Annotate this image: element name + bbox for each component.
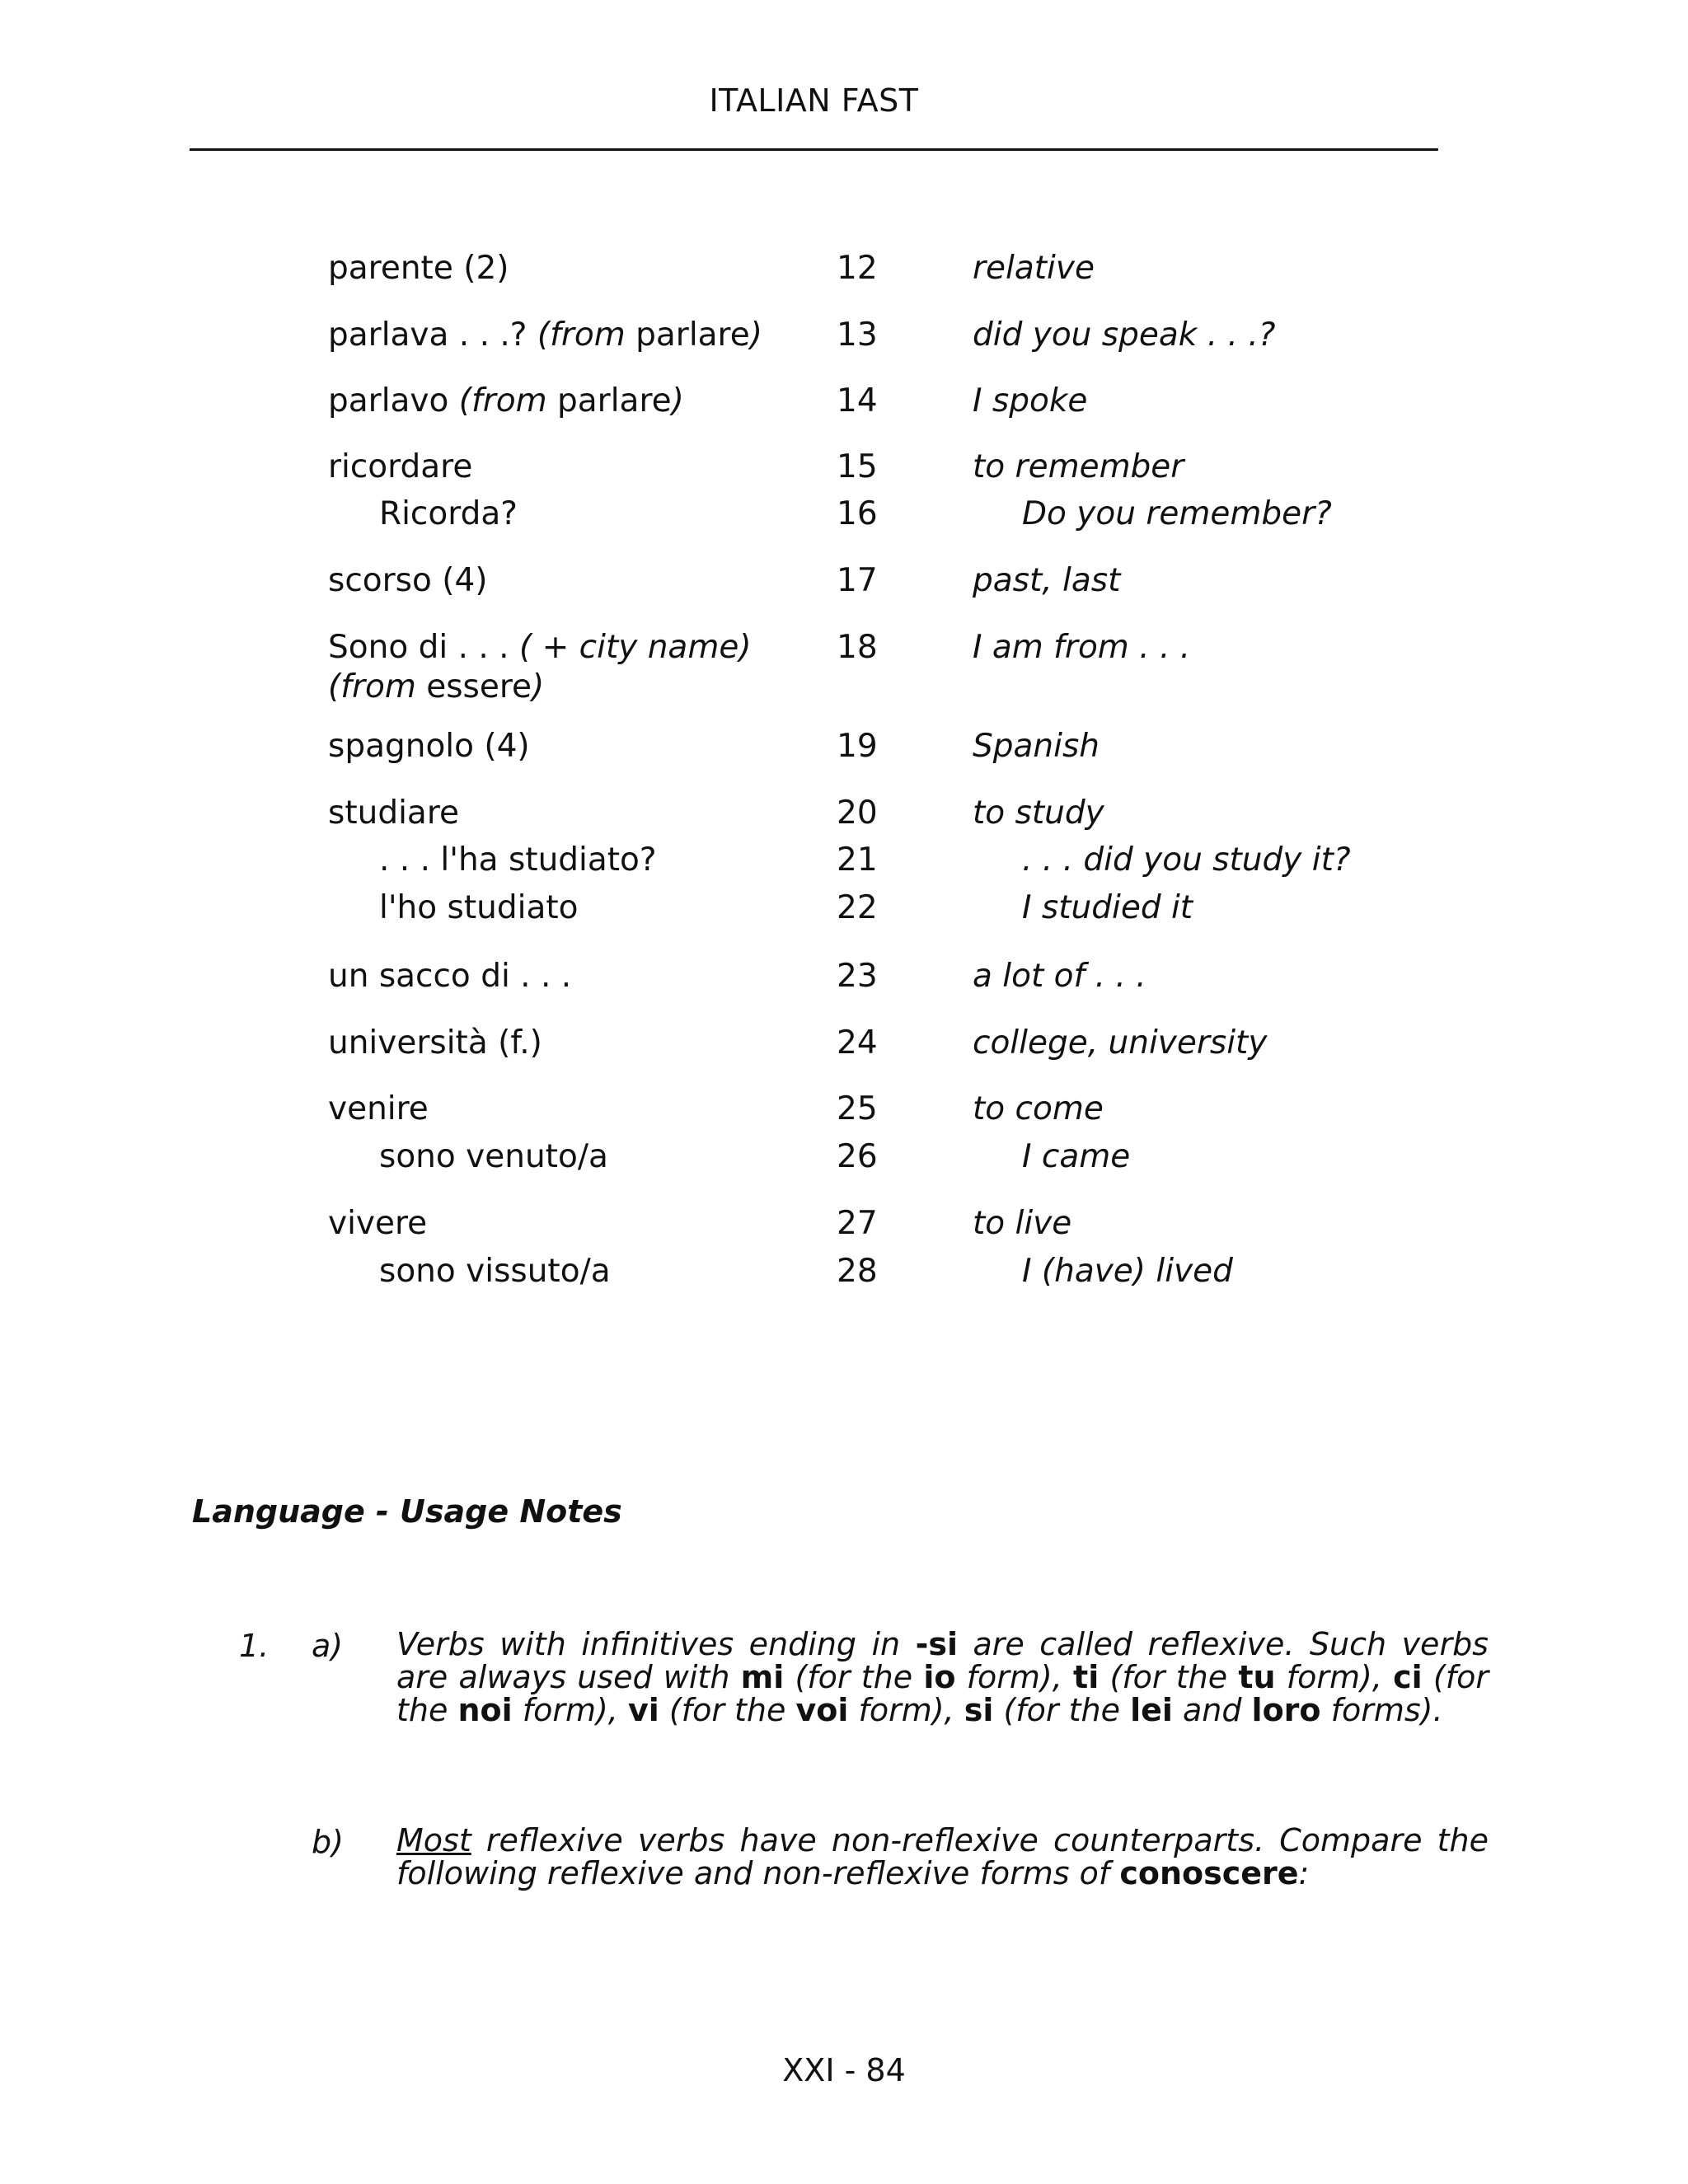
item-number: 28: [837, 1253, 878, 1290]
item-number: 16: [837, 495, 878, 532]
bold-term: ti: [1073, 1659, 1100, 1695]
item-number: 14: [837, 382, 878, 419]
english-gloss: Spanish: [973, 728, 1100, 765]
text-run: form),: [848, 1692, 964, 1728]
italian-term: parente (2): [328, 250, 509, 287]
italian-term: Ricorda?: [379, 495, 518, 532]
note-number: 1.: [239, 1628, 270, 1664]
item-number: 22: [837, 889, 878, 926]
bold-term: -si: [915, 1626, 959, 1662]
italian-term: studiare: [328, 794, 459, 832]
item-number: 26: [837, 1138, 878, 1175]
italian-term: università (f.): [328, 1024, 542, 1062]
text-run: form),: [1275, 1659, 1394, 1695]
note-a-text: [396, 1628, 1489, 1727]
italian-note: ( + city name): [518, 629, 752, 666]
text-run: (for the: [784, 1659, 924, 1695]
bold-term: loro: [1251, 1692, 1321, 1728]
text-run: (for the: [993, 1692, 1131, 1728]
italian-term: [328, 382, 684, 421]
text-run: reflexive verbs have non-reflexive counterparts. Compare the following reflexive and non-reflexive forms of: [396, 1822, 1489, 1891]
text-run: :: [1298, 1855, 1310, 1891]
italian-term: spagnolo (4): [328, 728, 530, 765]
italian-word: Sono di . . .: [328, 629, 509, 666]
english-gloss: I came: [1022, 1138, 1131, 1175]
vocab-row: [0, 249, 1688, 288]
vocab-row: [0, 1024, 1688, 1063]
italian-term: [328, 316, 762, 355]
text-run: Verbs with infinitives ending in: [396, 1626, 916, 1662]
item-number: 17: [837, 562, 878, 599]
english-gloss: relative: [973, 250, 1095, 287]
text-run: (for the: [396, 1659, 1489, 1728]
text-run: and: [1172, 1692, 1252, 1728]
bold-term: tu: [1238, 1659, 1276, 1695]
bold-term: vi: [627, 1692, 659, 1728]
section-heading: Language - Usage Notes: [192, 1493, 622, 1530]
item-number: 20: [837, 794, 878, 832]
italian-term: vivere: [328, 1205, 428, 1242]
text-run: are called reflexive. Such verbs are always used with: [396, 1626, 1489, 1695]
italian-note-line2: (from essere): [328, 668, 545, 705]
italian-term: l'ho studiato: [379, 889, 579, 926]
item-number: 23: [837, 958, 878, 995]
italian-word: parlavo: [328, 382, 449, 419]
item-number: 27: [837, 1205, 878, 1242]
item-number: 12: [837, 250, 878, 287]
italian-term: . . . l'ha studiato?: [379, 841, 657, 879]
english-gloss: Do you remember?: [1022, 495, 1332, 532]
item-number: 18: [837, 629, 878, 666]
bold-term: lei: [1130, 1692, 1173, 1728]
english-gloss: to come: [973, 1090, 1104, 1127]
english-gloss: I spoke: [973, 382, 1088, 419]
vocab-row: [0, 841, 1688, 880]
italian-term: un sacco di . . .: [328, 958, 572, 995]
vocab-row: [0, 316, 1688, 355]
item-number: 13: [837, 316, 878, 354]
item-number: 15: [837, 448, 878, 485]
bold-term: mi: [740, 1659, 785, 1695]
text-run: (for the: [659, 1692, 796, 1728]
item-number: 21: [837, 841, 878, 879]
vocab-row: [0, 1137, 1688, 1177]
text-run: form),: [955, 1659, 1074, 1695]
english-gloss: to study: [973, 794, 1104, 832]
english-gloss: . . . did you study it?: [1022, 841, 1351, 879]
vocab-row: [0, 888, 1688, 928]
text-run: form),: [512, 1692, 628, 1728]
italian-note: (from parlare): [537, 316, 762, 354]
english-gloss: I am from . . .: [973, 629, 1191, 666]
vocab-row: [0, 448, 1688, 487]
vocab-row: [0, 1090, 1688, 1129]
english-gloss: to live: [973, 1205, 1072, 1242]
italian-note: (from parlare): [458, 382, 684, 419]
vocab-row: [0, 727, 1688, 766]
page-number: XXI - 84: [782, 2052, 906, 2088]
italian-term: scorso (4): [328, 562, 488, 599]
vocab-row: [0, 1252, 1688, 1291]
italian-term: sono vissuto/a: [379, 1253, 611, 1290]
italian-term: sono venuto/a: [379, 1138, 608, 1175]
bold-term: noi: [457, 1692, 513, 1728]
item-number: 24: [837, 1024, 878, 1062]
bold-term: ci: [1393, 1659, 1423, 1695]
vocab-row: [0, 794, 1688, 833]
bold-term: si: [964, 1692, 994, 1728]
vocab-row: [0, 382, 1688, 421]
italian-term: [328, 628, 752, 707]
bold-term: voi: [795, 1692, 849, 1728]
english-gloss: I (have) lived: [1022, 1253, 1233, 1290]
text-run: forms).: [1320, 1692, 1443, 1728]
english-gloss: I studied it: [1022, 889, 1193, 926]
vocab-row: [0, 957, 1688, 996]
vocab-row: [0, 628, 1688, 705]
text-run: (for the: [1099, 1659, 1239, 1695]
italian-term: venire: [328, 1090, 429, 1127]
item-number: 19: [837, 728, 878, 765]
vocab-row: [0, 561, 1688, 601]
underlined-term: Most: [396, 1822, 471, 1858]
english-gloss: to remember: [973, 448, 1184, 485]
bold-term: conoscere: [1119, 1855, 1299, 1891]
english-gloss: past, last: [973, 562, 1121, 599]
running-header: ITALIAN FAST: [709, 82, 919, 119]
bold-term: io: [923, 1659, 956, 1695]
note-b-text: [396, 1824, 1489, 1890]
note-a-label: a): [312, 1628, 344, 1664]
item-number: 25: [837, 1090, 878, 1127]
english-gloss: did you speak . . .?: [973, 316, 1276, 354]
english-gloss: a lot of . . .: [973, 958, 1146, 995]
note-b-label: b): [312, 1824, 344, 1860]
italian-word: parlava . . .?: [328, 316, 528, 354]
vocab-row: [0, 494, 1688, 534]
italian-term: ricordare: [328, 448, 473, 485]
vocab-row: [0, 1204, 1688, 1244]
english-gloss: college, university: [973, 1024, 1268, 1062]
